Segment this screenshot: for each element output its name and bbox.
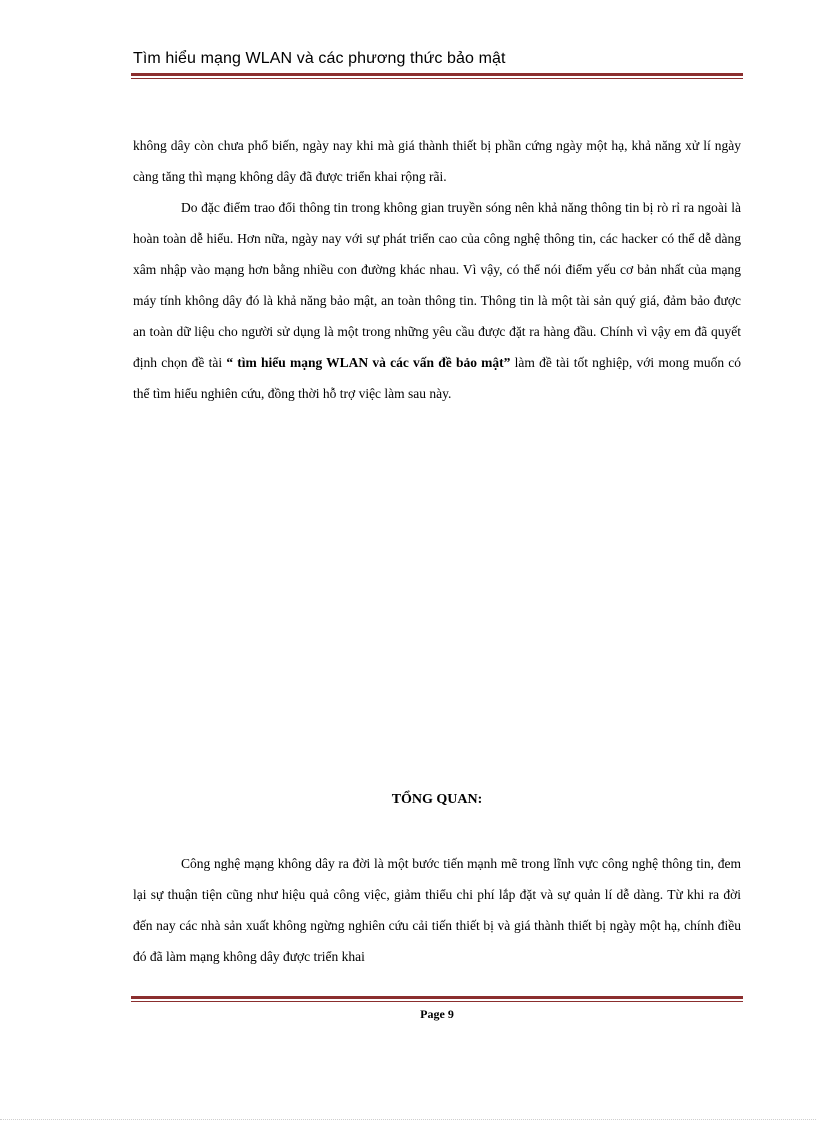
paragraph-continuation: không dây còn chưa phổ biến, ngày nay khi mà giá thành thiết bị phần cứng ngày một hạ, khả năng xử lí ngày càng tăng thì mạng không dây đã được triển khai rộng rãi.: [133, 138, 741, 184]
paragraph-overview: Công nghệ mạng không dây ra đời là một bước tiến mạnh mẽ trong lĩnh vực công nghệ thông tin, đem lại sự thuận tiện cũng như hiệu quả công việc, giảm thiểu chi phí lắp đặt và sự quản lí dễ dàng. Từ khi ra đời đến nay các nhà sản xuất không ngừng nghiên cứu cải tiến thiết bị và giá thành thiết bị ngày một hạ, chính điều đó đã làm mạng không dây được triển khai: [133, 856, 741, 964]
footer-rule-thin-line: [131, 1001, 743, 1002]
paragraph-security-motivation: [133, 192, 741, 409]
footer-double-rule: [131, 996, 743, 1003]
body-text-block-overview: [133, 848, 741, 972]
section-heading-overview: TỔNG QUAN:: [391, 792, 483, 807]
page-boundary-divider: [0, 1119, 816, 1120]
paragraph-text-before-quote: Do đặc điểm trao đổi thông tin trong không gian truyền sóng nên khả năng thông tin bị rò rỉ ra ngoài là hoàn toàn dễ hiểu. Hơn nữa, ngày nay với sự phát triển cao của công nghệ thông tin, các hacker có thể dễ dàng xâm nhập vào mạng hơn bằng nhiều con đường khác nhau. Vì vậy, có thể nói điểm yếu cơ bản nhất của mạng máy tính không dây đó là khả năng bảo mật, an toàn thông tin. Thông tin là một tài sản quý giá, đảm bảo được an toàn dữ liệu cho người sử dụng là một trong những yêu cầu được đặt ra hàng đầu. Chính vì vậy em đã quyết định chọn đề tài: [133, 200, 741, 370]
running-header-title: Tìm hiểu mạng WLAN và các phương thức bảo mật: [133, 50, 506, 67]
paragraph-text-after-quote: làm đề tài tốt nghiệp, với mong muốn có thể tìm hiểu nghiên cứu, đồng thời hỗ trợ việc làm sau này.: [133, 355, 742, 401]
header-rule-thin-line: [131, 78, 743, 79]
body-text-block-top: [133, 130, 741, 409]
page-number-label: Page 9: [420, 1007, 454, 1021]
thesis-title-quote: “ tìm hiểu mạng WLAN và các vấn đề bảo mật”: [226, 355, 511, 370]
header-double-rule: [131, 73, 743, 80]
footer-rule-thick-line: [131, 996, 743, 999]
header-rule-thick-line: [131, 73, 743, 76]
